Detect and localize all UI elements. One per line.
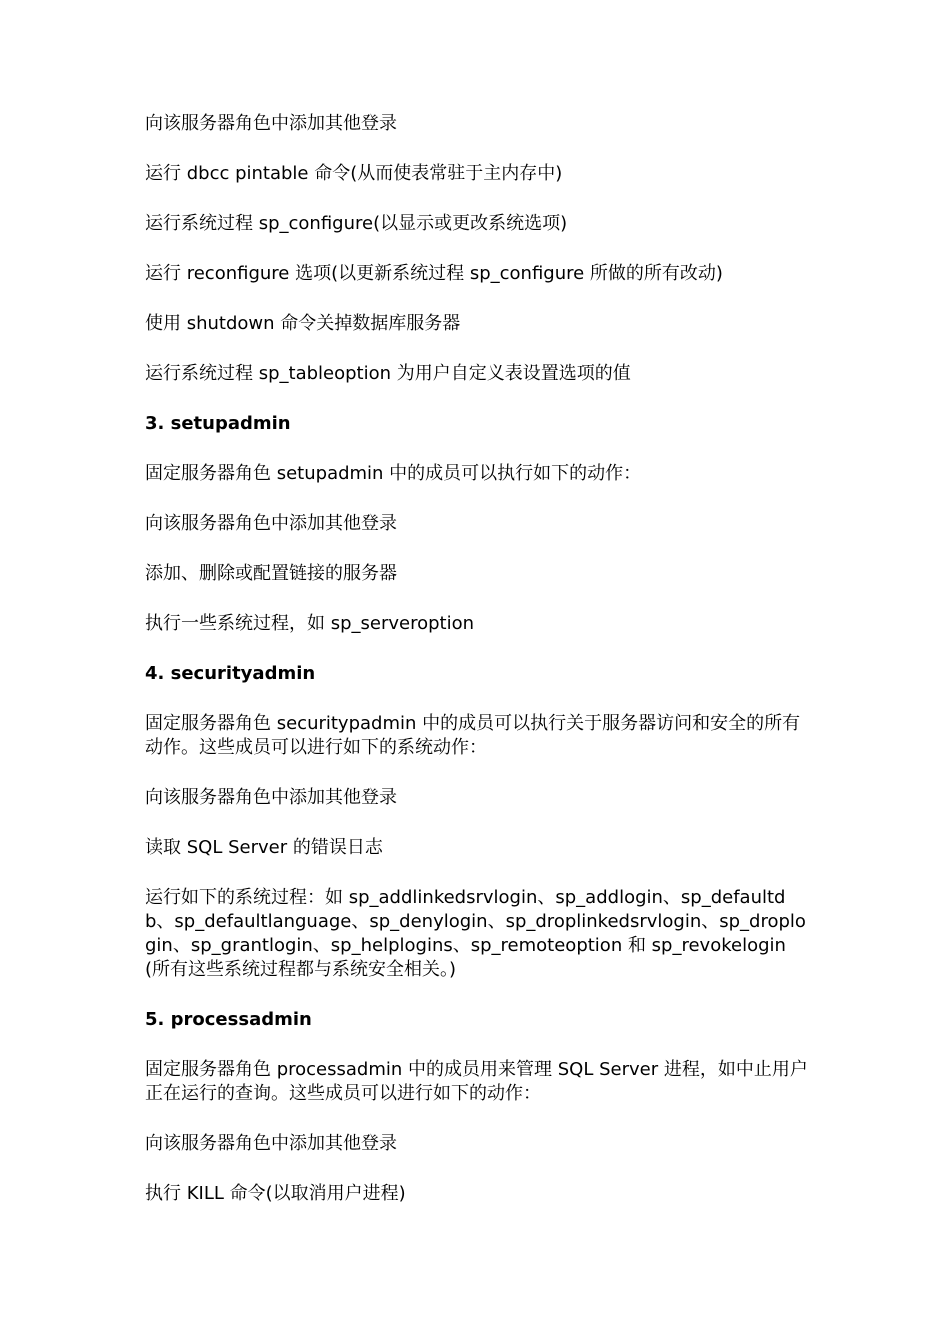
document-page	[145, 112, 810, 1232]
line-processadmin-desc: 固定服务器角色 processadmin 中的成员用来管理 SQL Server 进程，如中止用户正在运行的查询。这些成员可以进行如下的动作：	[145, 1059, 808, 1104]
heading-setupadmin: 3. setupadmin	[145, 413, 291, 434]
line-kill: 执行 KILL 命令(以取消用户进程)	[145, 1183, 406, 1204]
line-add-login-2: 向该服务器角色中添加其他登录	[145, 513, 397, 534]
line-setupadmin-desc: 固定服务器角色 setupadmin 中的成员可以执行如下的动作：	[145, 463, 642, 484]
line-reconfigure: 运行 reconfigure 选项(以更新系统过程 sp_configure 所做的所有改动)	[145, 263, 723, 284]
line-shutdown: 使用 shutdown 命令关掉数据库服务器	[145, 313, 461, 334]
heading-securityadmin: 4. securityadmin	[145, 663, 316, 684]
line-sp-configure: 运行系统过程 sp_configure(以显示或更改系统选项)	[145, 213, 568, 234]
line-securityadmin-desc: 固定服务器角色 securitypadmin 中的成员可以执行关于服务器访问和安全的所有动作。这些成员可以进行如下的系统动作：	[145, 713, 801, 758]
line-linked-servers: 添加、删除或配置链接的服务器	[145, 563, 397, 584]
line-security-procs: 运行如下的系统过程：如 sp_addlinkedsrvlogin、sp_addlogin、sp_defaultdb、sp_defaultlanguage、sp_denylogin、sp_droplinkedsrvlogin、sp_droplogin、sp_grantlogin、sp_helplogins、sp_remoteoption 和 sp_revokelogin(所有这些系统过程都与系统安全相关。)	[145, 887, 806, 980]
line-error-log: 读取 SQL Server 的错误日志	[145, 837, 383, 858]
line-dbcc-pintable: 运行 dbcc pintable 命令(从而使表常驻于主内存中)	[145, 163, 563, 184]
line-add-login-1: 向该服务器角色中添加其他登录	[145, 113, 397, 134]
line-add-login-3: 向该服务器角色中添加其他登录	[145, 787, 397, 808]
line-sp-tableoption: 运行系统过程 sp_tableoption 为用户自定义表设置选项的值	[145, 363, 631, 384]
heading-processadmin: 5. processadmin	[145, 1009, 312, 1030]
line-add-login-4: 向该服务器角色中添加其他登录	[145, 1133, 397, 1154]
line-sp-serveroption: 执行一些系统过程，如 sp_serveroption	[145, 613, 475, 634]
